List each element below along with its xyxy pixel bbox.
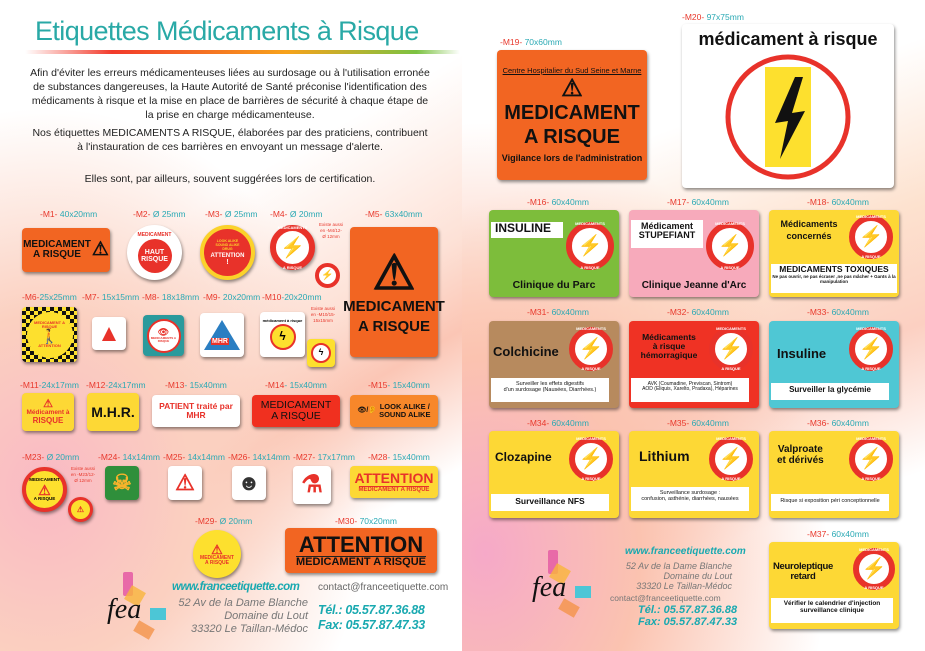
- caption-m2: -M2- Ø 25mm: [133, 209, 186, 219]
- caption-m17: -M17- 60x40mm: [667, 197, 729, 207]
- poison-flask-icon: ⚗: [301, 471, 323, 499]
- product-m29[interactable]: ⚠ MEDICAMENT A RISQUE: [193, 530, 241, 578]
- eye-ear-icon: 👁/👂: [357, 407, 378, 415]
- intro-paragraph-2: Nos étiquettes MEDICAMENTS A RISQUE, élaborées par des praticiens, contribuent à l'instauration de ces barrières en envoyant un message d'alerte.: [32, 127, 428, 153]
- caption-m14: -M14- 15x40mm: [265, 380, 327, 390]
- product-m27[interactable]: [293, 466, 331, 504]
- caption-m20: -M20- 97x75mm: [682, 12, 744, 22]
- m20-label-text: médicament à risque: [698, 29, 878, 49]
- product-m19[interactable]: Centre Hospitalier du Sud Seine et Marne ⚠ MEDICAMENT A RISQUE Vigilance lors de l'administration: [497, 50, 647, 180]
- product-m11[interactable]: ⚠ Médicament à RISQUE: [22, 393, 74, 431]
- product-m13[interactable]: PATIENT traité par MHR: [152, 395, 240, 427]
- caption-m36: -M36- 60x40mm: [807, 418, 869, 428]
- warning-icon: ⚠: [561, 74, 583, 102]
- product-m24[interactable]: [105, 466, 139, 500]
- caption-m35: -M35- 60x40mm: [667, 418, 729, 428]
- caption-m6: -M6-25x25mm: [22, 292, 77, 302]
- size-variant-note: Existe aussi en -M10/15- 15x15mm: [310, 306, 336, 323]
- phone-fax: Tél.: 05.57.87.36.88 Fax: 05.57.87.47.33: [318, 603, 425, 632]
- caption-m34: -M34- 60x40mm: [527, 418, 589, 428]
- falling-person-icon: 🚶: [40, 328, 59, 345]
- right-page: [462, 0, 925, 651]
- fea-logo: fea: [105, 572, 175, 642]
- product-m26[interactable]: [232, 466, 266, 500]
- caption-m32: -M32- 60x40mm: [667, 307, 729, 317]
- product-m32[interactable]: Médicaments à risque hémorragique MEDICAMENTS ⚡ A RISQUE AVK (Coumadine, Previscan, Sintrom) AOD (Eliquis, Xarelto, Pradaxa), Héparines: [629, 321, 759, 408]
- product-m37[interactable]: Neuroleptique retard MEDICAMENTS ⚡ A RISQUE Vérifier le calendrier d'injection surveillance clinique: [769, 542, 899, 629]
- caption-m16: -M16- 60x40mm: [527, 197, 589, 207]
- product-m3[interactable]: LOOK ALIKE SOUND ALIKE DRUG ATTENTION !: [200, 225, 255, 280]
- skull-crossbones-icon: ☠: [112, 470, 132, 496]
- product-m4-12[interactable]: [315, 263, 340, 288]
- product-m1[interactable]: MEDICAMENT A RISQUE ⚠: [22, 228, 110, 272]
- product-m5[interactable]: ⚠ MEDICAMENT A RISQUE: [350, 227, 438, 357]
- email-link[interactable]: contact@franceetiquette.com: [318, 582, 449, 593]
- product-m30[interactable]: ATTENTION MEDICAMENT A RISQUE: [285, 528, 437, 573]
- product-m10[interactable]: médicament à risque ϟ: [260, 312, 305, 357]
- lightning-icon: ⚡: [280, 236, 305, 259]
- product-m35[interactable]: Lithium MEDICAMENTS ⚡ A RISQUE Surveillance surdosage : confusion, asthénie, diarrhées, nausées: [629, 431, 759, 518]
- lightning-icon: ϟ: [270, 324, 296, 350]
- title-underline: [25, 50, 460, 54]
- warning-icon: ⚠: [372, 247, 416, 301]
- caption-m37: -M37- 60x40mm: [807, 529, 869, 539]
- cartoon-character-icon: ☻: [237, 470, 261, 496]
- caption-m15: -M15- 15x40mm: [368, 380, 430, 390]
- caption-m23: -M23- Ø 20mm: [22, 452, 80, 462]
- caption-m29: -M29- Ø 20mm: [195, 516, 253, 526]
- caption-m24: -M24- 14x14mm: [98, 452, 160, 462]
- product-m20[interactable]: [682, 24, 894, 188]
- product-m25[interactable]: [168, 466, 202, 500]
- lightning-icon: ⚡: [321, 269, 334, 281]
- lightning-icon: ϟ: [311, 343, 331, 363]
- website-link[interactable]: www.franceetiquette.com: [625, 546, 746, 557]
- product-m31[interactable]: Colchicine MEDICAMENTS ⚡ A RISQUE Surveiller les effets digestifs d'un surdosage (Nausées, Diarrhées.): [489, 321, 619, 408]
- product-m34[interactable]: Clozapine MEDICAMENTS ⚡ A RISQUE Surveillance NFS: [489, 431, 619, 518]
- caption-m31: -M31- 60x40mm: [527, 307, 589, 317]
- caption-m28: -M28- 15x40mm: [368, 452, 430, 462]
- postal-address: 52 Av de la Dame Blanche Domaine du Lout 33320 Le Taillan-Médoc: [178, 597, 308, 635]
- high-voltage-badge: [723, 53, 853, 181]
- product-m4[interactable]: MEDICAMENTS ⚡ A RISQUE: [270, 225, 315, 270]
- caption-m26: -M26- 14x14mm: [228, 452, 290, 462]
- product-m8[interactable]: 👁 MEDICAMENTS A RISQUE: [143, 315, 184, 356]
- intro-paragraph-3: Elles sont, par ailleurs, souvent suggérées lors de certification.: [84, 173, 376, 185]
- caption-m12: -M12-24x17mm: [86, 380, 146, 390]
- product-m36[interactable]: Valproate et dérivés MEDICAMENTS ⚡ A RISQUE Risque si exposition péri conceptionnelle: [769, 431, 899, 518]
- product-m18[interactable]: Médicaments concernés MEDICAMENTS ⚡ A RISQUE MEDICAMENTS TOXIQUES Ne pas ouvrir, ne pas écraser ,ne pas mâcher + Gants à la manipulation: [769, 210, 899, 297]
- warning-triangle-icon: ▲: [97, 319, 121, 347]
- website-link[interactable]: www.franceetiquette.com: [172, 581, 300, 593]
- page-title: Etiquettes Médicaments à Risque: [35, 16, 419, 46]
- phone-fax: Tél.: 05.57.87.36.88 Fax: 05.57.87.47.33: [638, 604, 738, 628]
- postal-address: 52 Av de la Dame Blanche Domaine du Lout 33320 Le Taillan-Médoc: [625, 561, 732, 591]
- product-m16[interactable]: INSULINE MEDICAMENTS ⚡ A RISQUE Clinique du Parc: [489, 210, 619, 297]
- left-page: [0, 0, 462, 651]
- caption-m5: -M5- 63x40mm: [365, 209, 423, 219]
- caption-m33: -M33- 60x40mm: [807, 307, 869, 317]
- caption-m25: -M25- 14x14mm: [163, 452, 225, 462]
- size-variant-note: Existe aussi en -M23/12- Ø 12mm: [70, 466, 96, 483]
- product-m10-15[interactable]: [307, 339, 335, 367]
- caption-m8: -M8- 18x18mm: [142, 292, 200, 302]
- caption-m18: -M18- 60x40mm: [807, 197, 869, 207]
- warning-icon: ⚠: [76, 504, 85, 514]
- caption-m13: -M13- 15x40mm: [165, 380, 227, 390]
- product-m6[interactable]: MEDICAMENT A RISQUE 🚶 ATTENTION: [22, 307, 77, 362]
- product-m9[interactable]: MHR: [200, 313, 244, 357]
- warning-icon: ⚠: [211, 541, 223, 557]
- product-m12[interactable]: M.H.R.: [87, 393, 139, 431]
- size-variant-note: Existe aussi en -M4/12- Ø 12mm: [319, 222, 344, 239]
- caption-m4: -M4- Ø 20mm: [270, 209, 323, 219]
- product-m33[interactable]: Insuline MEDICAMENTS ⚡ A RISQUE Surveiller la glycémie: [769, 321, 899, 408]
- product-m7[interactable]: [92, 317, 126, 350]
- caption-m7: -M7- 15x15mm: [82, 292, 140, 302]
- product-m2[interactable]: MEDICAMENT HAUT RISQUE: [127, 225, 182, 280]
- product-m28[interactable]: ATTENTION MEDICAMENT A RISQUE: [350, 466, 438, 498]
- caption-m30: -M30- 70x20mm: [335, 516, 397, 526]
- product-m23-12[interactable]: [68, 497, 93, 522]
- eye-icon: 👁: [157, 326, 170, 337]
- caption-m11: -M11-24x17mm: [20, 380, 79, 390]
- caption-m19: -M19- 70x60mm: [500, 37, 562, 47]
- intro-paragraph-1: Afin d'éviter les erreurs médicamenteuses liées au surdosage ou à l'utilisation erronée de substances dangereuses, la Haute Autorité de Santé préconise l'identification des médicaments à risque et la mise en place de barrières de sécurité à chaque étape de la prise en charge médicamenteuse.: [30, 67, 430, 121]
- product-m23[interactable]: MEDICAMENT ⚠ A RISQUE: [22, 467, 67, 512]
- product-m17[interactable]: Médicament STUPEFIANT MEDICAMENTS ⚡ A RISQUE Clinique Jeanne d'Arc: [629, 210, 759, 297]
- warning-triangle-icon: ⚠: [175, 470, 195, 496]
- warning-icon: ⚠: [91, 239, 109, 261]
- warning-icon: ⚠: [43, 397, 53, 410]
- caption-m1: -M1- 40x20mm: [40, 209, 98, 219]
- caption-m27: -M27- 17x17mm: [293, 452, 355, 462]
- email-link[interactable]: contact@franceetiquette.com: [610, 593, 721, 603]
- caption-m10: -M10-20x20mm: [262, 292, 322, 302]
- product-m15[interactable]: 👁/👂 LOOK ALIKE / SOUND ALIKE: [350, 395, 438, 427]
- caption-m3: -M3- Ø 25mm: [205, 209, 258, 219]
- product-m14[interactable]: MEDICAMENT A RISQUE: [252, 395, 340, 427]
- warning-icon: ⚠: [38, 481, 51, 498]
- caption-m9: -M9- 20x20mm: [203, 292, 261, 302]
- fea-logo: fea: [530, 550, 600, 620]
